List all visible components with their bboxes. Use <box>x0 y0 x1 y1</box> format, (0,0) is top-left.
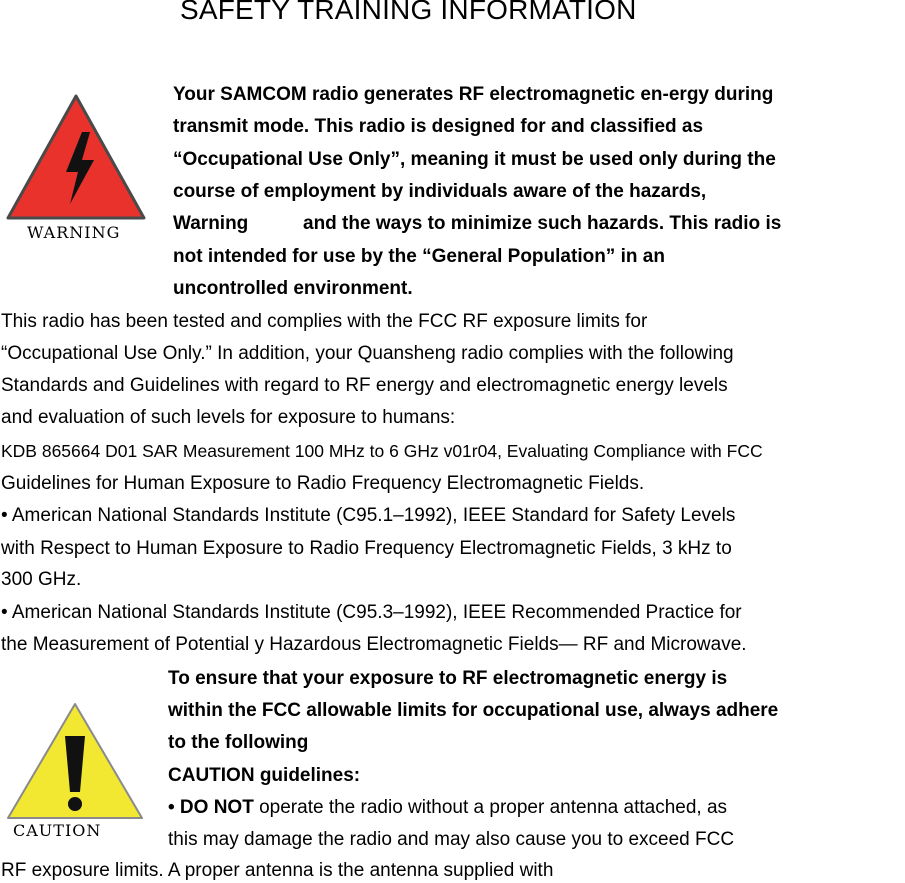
warning-text-line: not intended for use by the “General Population” in an <box>173 246 665 267</box>
warning-text-line: Your SAMCOM radio generates RF electromagnetic en-ergy during <box>173 84 774 105</box>
warning-text-line: uncontrolled environment. <box>173 278 413 299</box>
warning-word: Warning <box>173 213 249 234</box>
do-not-emphasis: • DO NOT <box>168 797 254 818</box>
warning-text-line: course of employment by individuals aware of the hazards, <box>173 181 707 202</box>
warning-icon-label: WARNING <box>27 223 121 242</box>
body-text-line: and evaluation of such levels for exposure to humans: <box>1 407 456 428</box>
caution-icon-label: CAUTION <box>13 821 102 840</box>
page-title: SAFETY TRAINING INFORMATION <box>180 0 637 25</box>
warning-text-line: transmit mode. This radio is designed for and classified as <box>173 116 704 137</box>
caution-text-line: to the following <box>168 732 309 753</box>
body-text-line: Standards and Guidelines with regard to RF energy and electromagnetic energy levels <box>1 375 728 396</box>
exclamation-caution-icon <box>2 700 148 822</box>
caution-text-line: RF exposure limits. A proper antenna is the antenna supplied with <box>1 860 554 881</box>
warning-text-line: “Occupational Use Only”, meaning it must be used only during the <box>173 149 776 170</box>
warning-text-line: and the ways to minimize such hazards. This radio is <box>303 213 782 234</box>
lightning-warning-icon <box>2 92 150 222</box>
caution-heading: CAUTION guidelines: <box>168 765 361 786</box>
caution-bullet-text: operate the radio without a proper antenna attached, as <box>259 797 728 818</box>
body-text-line: “Occupational Use Only.” In addition, your Quansheng radio complies with the following <box>1 343 734 364</box>
body-bullet-line: • American National Standards Institute (C95.1–1992), IEEE Standard for Safety Levels <box>1 505 736 526</box>
body-bullet-line: • American National Standards Institute (C95.3–1992), IEEE Recommended Practice for <box>1 602 742 623</box>
caution-bullet-line <box>168 796 727 820</box>
body-text-line: 300 GHz. <box>1 569 82 590</box>
caution-text-line: To ensure that your exposure to RF electromagnetic energy is <box>168 668 728 689</box>
body-text-line: the Measurement of Potential y Hazardous Electromagnetic Fields— RF and Microwave. <box>1 634 747 655</box>
body-text-line: with Respect to Human Exposure to Radio Frequency Electromagnetic Fields, 3 kHz to <box>1 538 732 559</box>
caution-text-line: within the FCC allowable limits for occupational use, always adhere <box>168 700 779 721</box>
body-text-line: Guidelines for Human Exposure to Radio Frequency Electromagnetic Fields. <box>1 473 645 494</box>
body-text-line: This radio has been tested and complies with the FCC RF exposure limits for <box>1 311 648 332</box>
body-text-line: KDB 865664 D01 SAR Measurement 100 MHz to 6 GHz v01r04, Evaluating Compliance with FCC <box>1 441 763 461</box>
caution-text-line: this may damage the radio and may also cause you to exceed FCC <box>168 829 735 850</box>
